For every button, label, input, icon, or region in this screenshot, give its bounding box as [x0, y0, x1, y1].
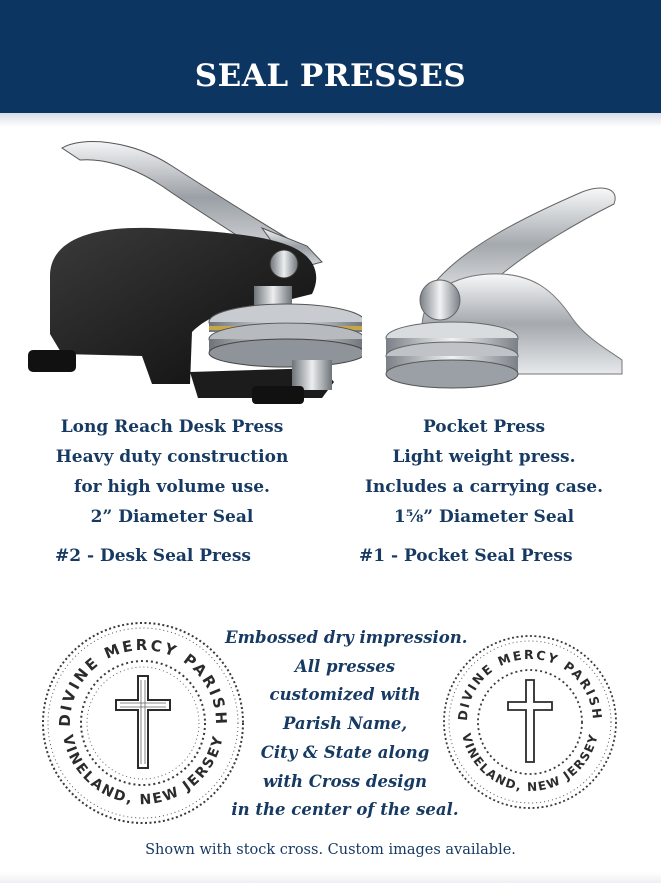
- product-detail: Heavy duty construction: [55, 447, 289, 467]
- emboss-line: City & State along: [260, 742, 430, 762]
- emboss-line: customized with: [269, 685, 421, 705]
- header-banner: [0, 0, 661, 113]
- footer-note: Shown with stock cross. Custom images available.: [145, 842, 516, 858]
- page-title: SEAL PRESSES: [194, 58, 467, 94]
- desk-press-image: [22, 136, 362, 408]
- emboss-line: All presses: [294, 656, 396, 676]
- emboss-note: [225, 624, 468, 825]
- seal-impression-small: [440, 632, 620, 812]
- product-name: Pocket Press: [422, 417, 546, 437]
- svg-text:DIVINE MERCY PARISH: [455, 647, 605, 721]
- pocket-press-code: #1 - Pocket Seal Press: [359, 546, 573, 566]
- pocket-press-description: [334, 412, 634, 532]
- emboss-line: Parish Name,: [282, 714, 408, 734]
- product-detail: 2” Diameter Seal: [90, 507, 254, 527]
- seal-impression-large: [38, 618, 248, 828]
- header-shadow: [0, 113, 661, 127]
- emboss-line: with Cross design: [262, 771, 428, 791]
- product-detail: 1⅝” Diameter Seal: [393, 507, 575, 527]
- emboss-line: Embossed dry impression.: [225, 628, 468, 647]
- emboss-line: in the center of the seal.: [231, 800, 459, 820]
- seal-bottom-text: VINELAND, NEW JERSEY: [58, 733, 228, 809]
- cross-icon: [508, 680, 552, 762]
- pocket-press-image: [382, 178, 632, 410]
- desk-press-description: [22, 412, 322, 532]
- seal-bottom-text: VINELAND, NEW JERSEY: [459, 731, 601, 795]
- seal-top-text: DIVINE MERCY PARISH: [454, 646, 606, 722]
- product-detail: Includes a carrying case.: [364, 477, 604, 497]
- desk-press-code: #2 - Desk Seal Press: [55, 546, 251, 566]
- product-detail: for high volume use.: [74, 477, 270, 497]
- seal-top-text: DIVINE MERCY PARISH: [55, 635, 231, 728]
- product-name: Long Reach Desk Press: [60, 417, 284, 437]
- page-bottom-edge: [0, 872, 661, 883]
- svg-text:VINELAND, NEW JERSEY: [459, 732, 601, 794]
- cross-icon: [116, 676, 170, 768]
- product-detail: Light weight press.: [392, 447, 576, 467]
